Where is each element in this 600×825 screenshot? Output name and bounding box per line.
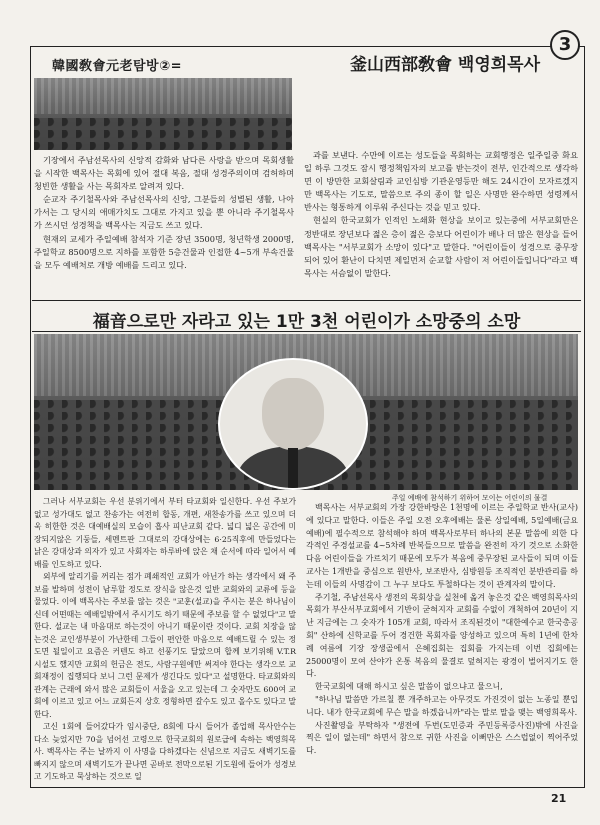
paragraph: 그러나 서부교회는 우선 분위기에서 부터 타교회와 일신한다. 우선 주보가 없고 성가대도 없고 찬송가는 여전히 합동, 개편, 새찬송가를 쓰고 있으며 더욱 히한한 것은 대예배실의 모습이 흡사 피난교회 같다. 넓디 넓은 공간에 미장되지않은 기둥들, 세멘트판 그대로의 강대상에는 6·25직후에 만들었다는 낡은 강대상과 의자가 있고 사회자는 하루바에 앉은 채 순서에 따라 일어서 예배를 인도하고 있다. [34, 497, 296, 569]
section-number-badge: 3 [550, 30, 580, 60]
paragraph: 외부에 알리기를 꺼리는 점가 폐쇄적인 교회가 아닌가 하는 생각에서 왜 주보를 발하며 성전이 남루할 정도로 장식을 않은것 일반 교회와의 교류에 등을 물었다. 이에 백목사는 주보를 않는 것은 "교훈(설교)을 주시는 분은 하나님이신데 어떤때는 예배일밖에서 주시기도 하기 때문에 주보를 할 수 없었다"고 말한다. 설교는 내 마음대로 하는것이 아니기 때문이란 것이다. 교회 치장을 않는것은 교인생부분이 가난한데 그들이 편안한 마음으로 예배드릴 수 있는 정도면 될일이고 요즘은 커텐도 하고 선풍기도 달았으며 합께 보기위해 V.T.R 시설도 했지만 교회의 헌금은 전도, 사람구원에만 써져야 한다는 생각으로 교회재정이 집행되다 보니 그런 문제가 생긴다도 있다"고 설명한다. 타교회와의 관계는 근래에 와서 많은 교회들이 서울을 오고 있는데 그 숫자만도 600여 교회에 이르고 있고 어느 교회든지 상호 정형하면 갈수도 있고 올수도 있다고 말한다. [34, 572, 296, 719]
top-left-column [34, 154, 294, 294]
paragraph: 백목사는 서부교회의 가장 강한바탕은 1천명에 이르는 주일학교 반사(교사)에 있다고 말한다. 이들은 주일 오전 오후에배는 물론 상일예배, 5일예배(금요예배)에 필수적으로 참석해야 하며 백목사로부터 하나의 본문 말씀에 의한 다각적인 주경설교를 4~5차례 반복들으므로 말씀을 완전히 자기 것으로 소화한 다음 어린이들을 가르치기 때문에 모두가 복음에 중무장된 교사들이 되며 이들 교사는 1개반을 중심으로 원반사, 보조반사, 심방원등 조직적인 분반관리를 하는데 이들의 사명감이 그 누구 보다도 투철하다는 것이 관계자의 말이다. [306, 503, 578, 589]
paragraph: 사진촬영을 부탁하자 "생전에 두번(도민증과 주민등록증사진)밖에 사진을 찍은 일이 없는데" 하면서 참으로 귀한 사진을 이뻐만은 스스럽없이 찍어주었다. [306, 720, 578, 756]
paragraph: 고신 1회에 들어갔다가 임시중단, 8회에 다시 들어가 졸업해 목사안수는 다소 늦었지만 70을 넘어선 고령으로 한국교회의 원로급에 속하는 백영희목사. 백목사는 주는 날까지 이 사명을 다하겠다는 신념으로 지금도 새벽기도를 빠지지 않으며 새벽기도가 끝나면 곧바로 전막으로된 기도원에 들어가 성경보고 기도하고 묵상하는 것으로 일 [34, 722, 296, 781]
headline-banner [32, 300, 581, 332]
pastor-portrait [218, 358, 368, 490]
paragraph: 주기철, 주남선목사 생전의 목회상을 실천에 옮겨 놓은것 같은 백영희목사의 목회가 부산서부교회에서 기반이 굳혀지자 교회를 수없이 개척하여 20년이 지난 지금에는 그 숫자가 105개 교회, 따라서 조직된것이 "대한예수교 한국총공회" 산하에 신학교를 두어 경건한 목회자를 양성하고 있으며 특히 1년에 한차례 여름에 기장 장생골에서 은혜집회는 집회를 가지는데 이번 집회에는 25000명이 모여 산야가 온통 복음의 물결로 덮혀지는 광경이 벌어지기도 한다. [306, 592, 578, 679]
paragraph: 현실의 한국교회가 인적인 노쇄화 현상을 보이고 있는중에 서부교회만은 정반대로 장년보다 젊은 층이 젊은 층보다 어린이가 배나 더 많은 현상을 들어 백목사는 "서부교회가 소망이 있다"고 말한다. "어린이들이 성경으로 중무장되어 있어 환난이 다치면 제일먼저 순교할 사람이 저 어린이들입니다"라고 백목사는 서슴없이 말한다. [304, 215, 578, 278]
paragraph: 기장에서 주남선목사의 신앙적 감화와 남다른 사랑을 받으며 목회생활을 시작한 백목사는 목회에 있어 절대 복음, 절대 성경주의이며 검허하며 청빈한 생활을 사는 목회자로 알려져 있다. [34, 155, 294, 192]
photo-caption: 주일 예배에 참석하기 위하여 모이는 어린이의 물결 [392, 494, 548, 502]
paragraph: 과를 보낸다. 수만에 이르는 성도들을 목회하는 교회행정은 일주일중 화요일 하루 그것도 잠시 행정책임자의 보고를 받는것이 전부, 인간적으로 생각하면 이 방만한 교회살림과 교인심방 기관운영등만 해도 24시간이 모자르겠지만 백목사는 기도로, 말씀으로 주의 종이 할 일은 사명만 완수하면 성령께서 반사는 형통하게 이루워 주신다는 것을 믿고 있다. [304, 150, 578, 213]
series-title: 韓國敎會元老탐방②= [52, 59, 183, 74]
bottom-left-column [34, 496, 296, 784]
paragraph: 순교자 주기철목사와 주남선목사의 신앙, 그분들의 성별된 생활, 나아가서는 그 당시의 애매가치도 그대로 가지고 있을 뿐 아니라 주기철목사가 쓰시던 성경책을 백목사는 지금도 쓰고 있다. [34, 194, 294, 231]
page-number: 21 [551, 792, 567, 805]
paragraph: 한국교회에 대해 하시고 싶은 말씀이 없으냐고 물으니, [315, 682, 503, 692]
church-title: 釜山西部敎會 백영희목사 [350, 55, 541, 75]
paragraph: "하나님 말씀만 가르칠 뿐 개주하고는 아무것도 가진것이 없는 노종일 뿐입니다. 내가 한국교회에 무슨 말을 하겠읍니까"라는 말로 말을 맺는 백영희목사. [306, 694, 578, 717]
paragraph: 현재의 교세가 주일예배 참석자 기준 장년 3500명, 청년학생 2000명, 주일학교 8500명으로 지하를 포함한 5층건물과 인접한 4~5개 부속건물을 모두 예배처로 개방 예배를 드리고 있다. [34, 233, 294, 270]
headline: 福音으로만 자라고 있는 1만 3천 어린이가 소망중의 소망 [92, 312, 521, 332]
top-right-column [304, 149, 578, 297]
top-photo-church-yard [34, 78, 292, 150]
bottom-right-column [306, 502, 578, 784]
